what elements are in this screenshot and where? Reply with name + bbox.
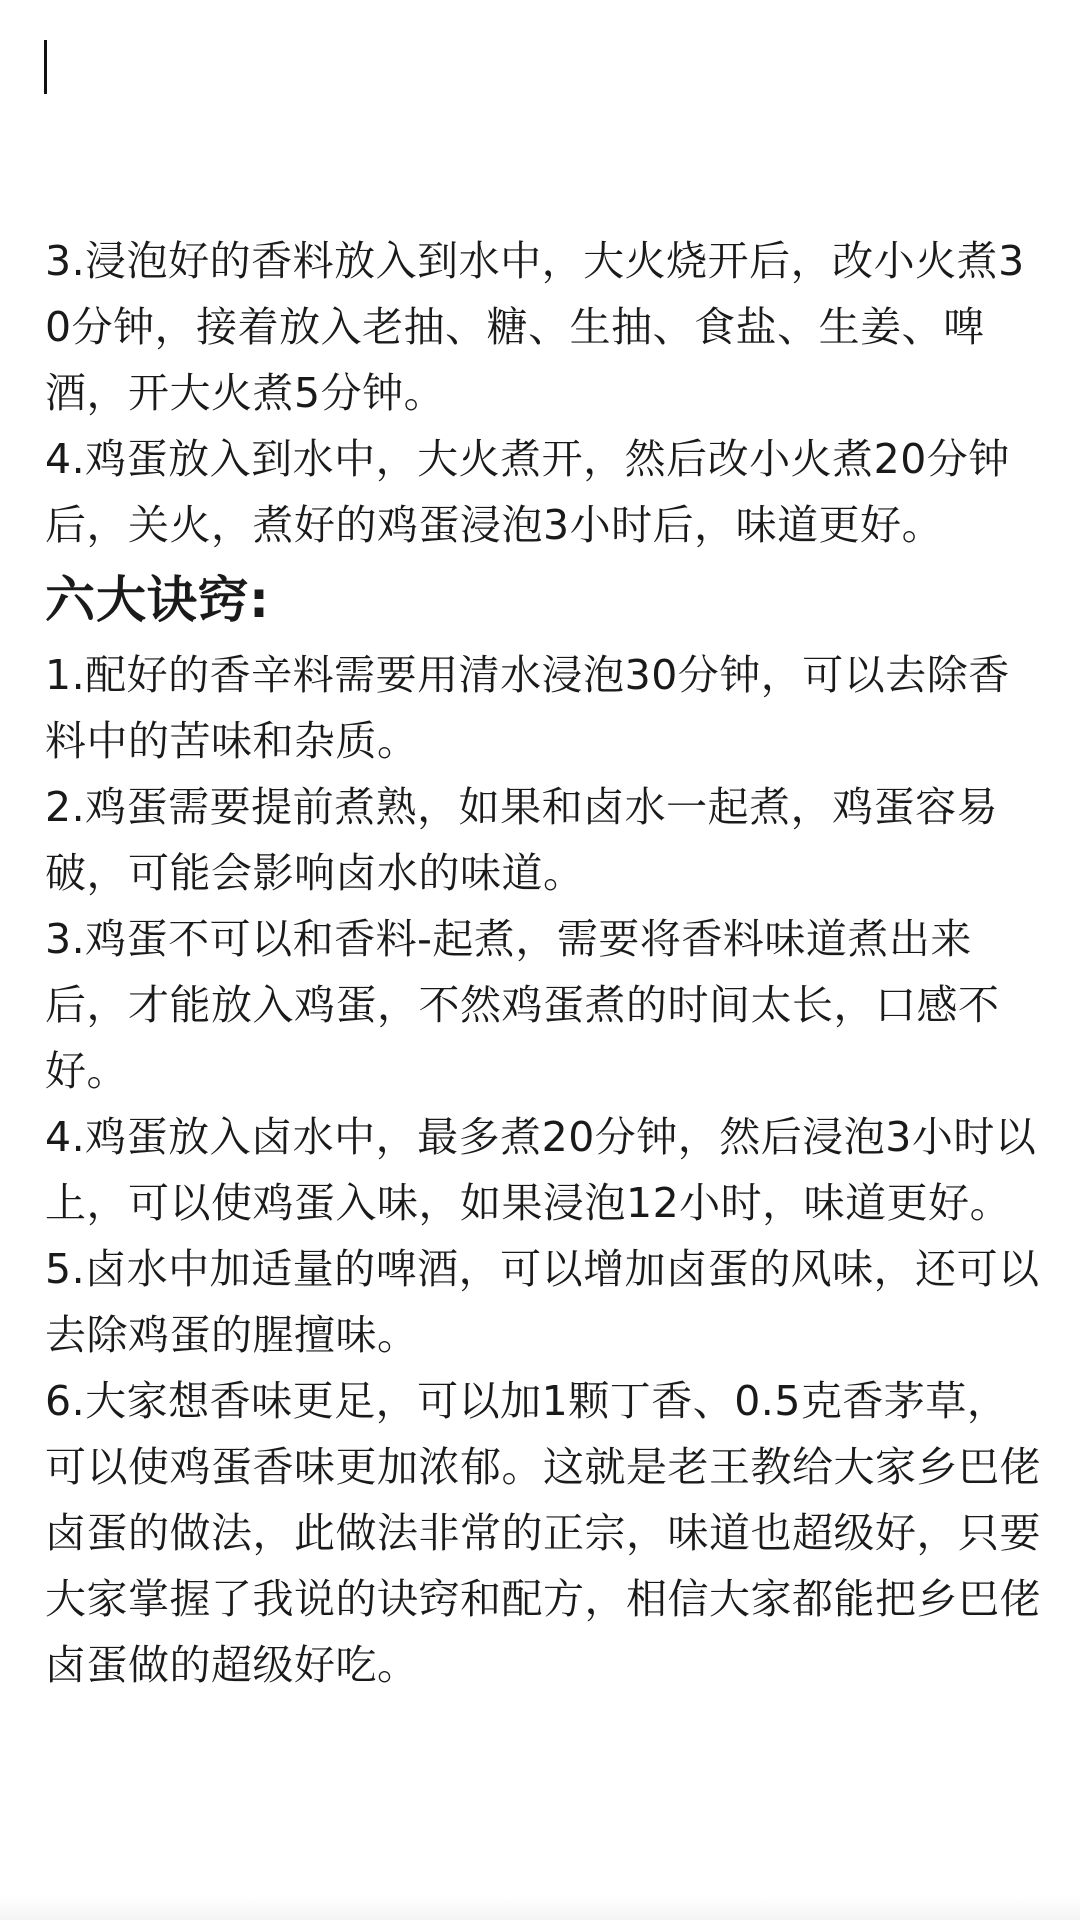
tip-6-paragraph: 6.大家想香味更足，可以加1颗丁香、0.5克香茅草，可以使鸡蛋香味更加浓郁。这就是老王教给大家乡巴佬卤蛋的做法，此做法非常的正宗，味道也超级好，只要大家掌握了我说的诀窍和配方，相信大家都能把乡巴佬卤蛋做的超级好吃。 — [45, 1377, 1041, 1689]
tip-2-paragraph: 2.鸡蛋需要提前煮熟，如果和卤水一起煮，鸡蛋容易破，可能会影响卤水的味道。 — [45, 783, 999, 897]
editor-content[interactable] — [45, 228, 1045, 1698]
tip-1-paragraph: 1.配好的香辛料需要用清水浸泡30分钟，可以去除香料中的苦味和杂质。 — [45, 651, 1010, 765]
tip-3-paragraph: 3.鸡蛋不可以和香料-起煮，需要将香料味道煮出来后，才能放入鸡蛋，不然鸡蛋煮的时间太长，口感不好。 — [45, 915, 1000, 1095]
step-3-paragraph: 3.浸泡好的香料放入到水中，大火烧开后，改小火煮30分钟，接着放入老抽、糖、生抽、食盐、生姜、啤酒，开大火煮5分钟。 — [45, 237, 1025, 417]
tips-heading: 六大诀窍: — [45, 571, 270, 629]
tip-4-paragraph: 4.鸡蛋放入卤水中，最多煮20分钟，然后浸泡3小时以上，可以使鸡蛋入味，如果浸泡12小时，味道更好。 — [45, 1113, 1037, 1227]
bottom-edge-divider — [0, 1896, 1080, 1920]
text-cursor — [44, 40, 47, 94]
step-4-paragraph: 4.鸡蛋放入到水中，大火煮开，然后改小火煮20分钟后，关火，煮好的鸡蛋浸泡3小时后，味道更好。 — [45, 435, 1010, 549]
tip-5-paragraph: 5.卤水中加适量的啤酒，可以增加卤蛋的风味，还可以去除鸡蛋的腥擅味。 — [45, 1245, 1040, 1359]
